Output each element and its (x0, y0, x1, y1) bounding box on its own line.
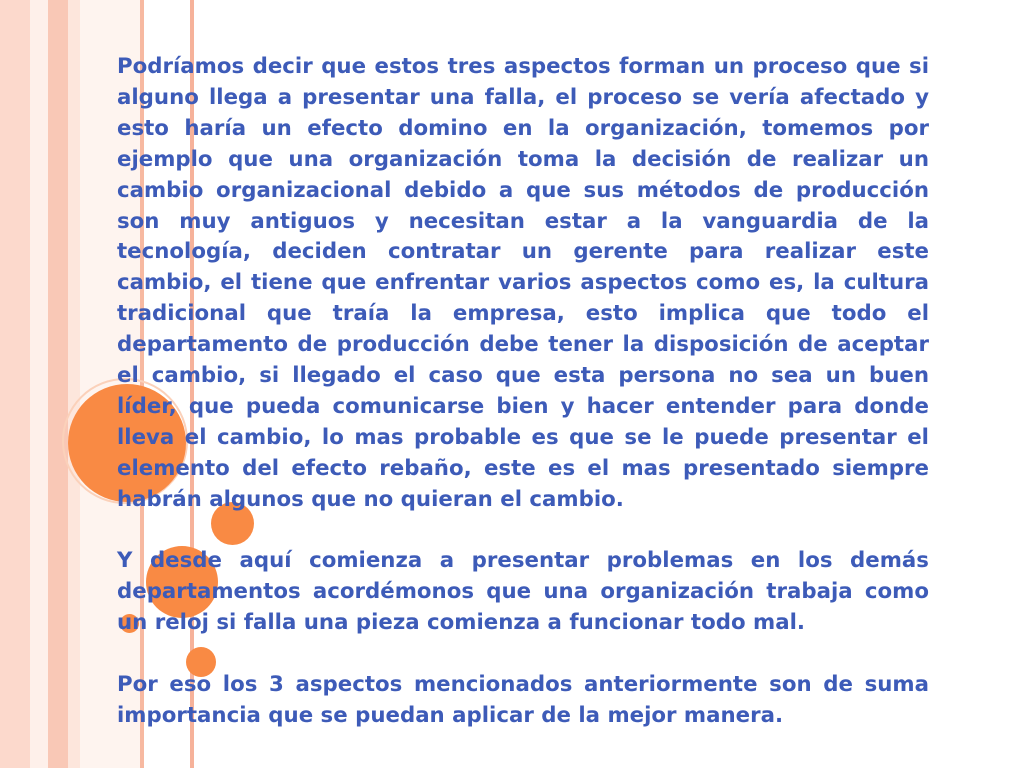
decorative-stripe (68, 0, 80, 768)
decorative-stripe (30, 0, 48, 768)
paragraph-1: Podríamos decir que estos tres aspectos forman un proceso que si alguno llega a presentar una falla, el proceso se vería afectado y esto haría un efecto domino en la organización, tomemos por ejemplo que una organización toma la decisión de realizar un cambio organizacional debido a que sus métodos de producción son muy antiguos y necesitan estar a la vanguardia de la tecnología, deciden contratar un gerente para realizar este cambio, el tiene que enfrentar varios aspectos como es, la cultura tradicional que traía la empresa, esto implica que todo el departamento de producción debe tener la disposición de aceptar el cambio, si llegado el caso que esta persona no sea un buen líder, que pueda comunicarse bien y hacer entender para donde lleva el cambio, lo mas probable es que se le puede presentar el elemento del efecto rebaño, este es el mas presentado siempre habrán algunos que no quieran el cambio. (117, 54, 929, 512)
paragraph-2: Y desde aquí comienza a presentar problemas en los demás departamentos acordémonos que una organización trabaja como un reloj si falla una pieza comienza a funcionar todo mal. (117, 548, 929, 636)
paragraph-3: Por eso los 3 aspectos mencionados anteriormente son de suma importancia que se puedan aplicar de la mejor manera. (117, 672, 929, 728)
decorative-stripe (0, 0, 30, 768)
slide-body-text (117, 52, 929, 732)
decorative-stripe (48, 0, 68, 768)
